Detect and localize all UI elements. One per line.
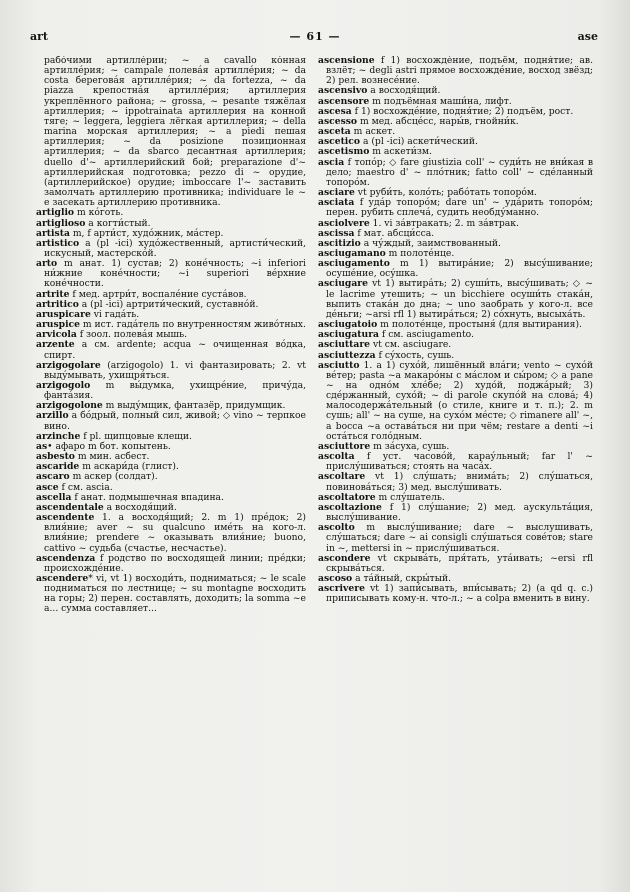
entry-definition: f мат. абсци́сса. [354, 227, 435, 239]
entry-headword: ascondere [318, 552, 371, 564]
entry-headword: arzente [36, 339, 75, 351]
entry-definition: a восходя́щий. [103, 501, 177, 513]
entry-headword: as [36, 440, 48, 452]
entry-headword: asciutto [318, 359, 360, 371]
entry-definition: a (pl -ici) аскети́ческий. [360, 136, 478, 148]
entry-definition: a восходя́щий. [367, 85, 441, 97]
entry-definition: vt руби́ть, коло́ть; рабо́тать топоро́м. [354, 187, 537, 199]
entry-headword: arzigogolone [36, 400, 103, 412]
entry-headword: ascendente [36, 512, 95, 524]
entry-headword: ascoltatore [318, 491, 376, 503]
entry-headword: ascaride [36, 461, 80, 473]
entry-definition: • афаро m бот. копытень. [47, 440, 171, 452]
entry-headword: asbesto [36, 451, 75, 463]
entry-definition: f 1) восхожде́ние, подъём, подня́тие; ав. взлёт; ~ degli astri прямое восхожде́ние, восход звёзд; 2) рел. вознесе́ние. [326, 56, 593, 87]
entry-headword: ascendenza [36, 552, 96, 564]
entry-definition: m аскети́зм. [369, 146, 432, 158]
entry-definition: m вы́думка, ухищре́ние, причу́да, фанта́зия. [44, 380, 306, 402]
entry-headword: arvicola [36, 329, 77, 341]
entry-definition: f уда́р топоро́м; dare un' ~ уда́рить топоро́м; перен. рубить сплеча́, судить необду́манно. [326, 197, 593, 219]
dictionary-entry [36, 259, 306, 289]
entry-headword: artritico [36, 298, 79, 310]
entry-headword: ascensione [318, 56, 375, 66]
entry-definition: vt 1) запи́сывать, впи́сывать; 2) (a qd q. c.) приписывать кому-н. что-л.; ~ a colpa вменить в вину. [326, 583, 593, 605]
entry-headword: aruspicare [36, 308, 91, 320]
dictionary-entry [318, 198, 593, 218]
entry-definition: f 1) слу́шание; 2) мед. аускульта́ция, выслу́шивание. [326, 501, 593, 524]
right-column [318, 56, 593, 856]
entry-headword: ascoltazione [318, 501, 382, 513]
entry-headword: ascesa [318, 105, 352, 117]
entry-definition: 1. a восходя́щий; 2. m 1) пре́док; 2) влия́ние; aver ~ su qualcuno име́ть на кого-л. влия́ние; prendere ~ оказывать влия́ние; buono, cattivo ~ судьба (счастье, несчастье). [44, 512, 306, 554]
entry-headword: asciuttare [318, 339, 371, 351]
entry-definition: 1. vi за́втракать; 2. m за́втрак. [369, 217, 519, 229]
entry-headword: ascia [318, 156, 345, 168]
entry-definition: m ко́готь. [74, 207, 124, 219]
entry-definition: (arzigogolo) 1. vi фантазировать; 2. vt выду́мывать, ухищря́ться. [44, 359, 306, 381]
entry-headword: artiglioso [36, 217, 86, 229]
entry-headword: arzigogolo [36, 380, 91, 391]
entry-headword: asciare [318, 187, 355, 199]
dictionary-entry [318, 452, 593, 472]
dictionary-entry [318, 503, 593, 523]
dictionary-entry [36, 513, 306, 554]
entry-definition: m 1) вытира́ние; 2) высу́шивание; осуше́ние, осу́шка. [326, 258, 593, 280]
entry-definition: 1. a 1) сухо́й, лишённый вла́ги; vento ~ сухо́й ве́тер; pasta ~a макаро́ны с ма́слом и сы́ром; ◇ a pane ~ на одно́м хле́бе; 2) худо́й, поджа́рый; 3) сде́ржанный, сухо́й; ~ di parole скупо́й на слова́; 4) малосодержа́тельный (о стиле, книге и т. п.); 2. m сушь; all' ~ на суше, на сухо́м ме́сте; ◇ rimanere all' ~, a bocca ~a остава́ться ни при чём; restare a denti ~i оста́ться голо́дным. [326, 359, 593, 442]
entry-headword: artistico [36, 237, 80, 249]
dictionary-entry [36, 239, 306, 259]
entry-headword: ascitizio [318, 237, 361, 249]
entry-definition: m ист. гада́тель по внутренностям живо́тных. [80, 319, 306, 331]
dictionary-entry [318, 472, 593, 492]
entry-headword: ascoltare [318, 471, 366, 483]
entry-definition: a чу́ждый, заимствованный. [360, 237, 501, 249]
header-left-guideword: art [30, 30, 49, 43]
entry-definition: m аскер (солдат). [69, 471, 158, 483]
entry-definition: m выду́мщик, фантазёр, придумщик. [102, 400, 286, 412]
entry-headword: asciata [318, 197, 355, 209]
entry-definition: a (pl -ici) артрити́ческий, суставно́й. [78, 298, 259, 310]
entry-headword: asciugatura [318, 329, 379, 341]
dictionary-entry [318, 523, 593, 553]
dictionary-entry [36, 56, 306, 208]
entry-headword: ascensivo [318, 85, 368, 97]
dictionary-entry [318, 259, 593, 279]
entry-definition: f pl. щипцовые клещи. [80, 430, 192, 442]
left-column [36, 56, 306, 856]
entry-definition: vt 1) слу́шать; внима́ть; 2) слу́шаться, повинова́ться; 3) мед. выслу́шивать. [326, 471, 593, 493]
header-right-guideword: ase [577, 30, 598, 43]
entry-headword: ascendere [36, 572, 89, 584]
entry-definition: f зоол. полева́я мышь. [76, 329, 188, 341]
entry-headword: asciugatoio [318, 319, 378, 331]
entry-definition: m полоте́нце. [385, 247, 455, 259]
dictionary-entry [36, 361, 306, 381]
entry-definition: m мин. асбест. [74, 451, 150, 463]
dictionary-entry [36, 574, 306, 615]
dictionary-entry [36, 381, 306, 401]
entry-definition: рабо́чими артилле́рии; ~ a cavallo ко́нная артилле́рия; ~ campale полева́я артилле́рия; ~ da costa берегова́я артилле́рия; ~ da fortezza, ~ da piazza крепостна́я артилле́рия; артиллерия укреплённого района; ~ grossa, ~ pesante тяжёлая артиллерия; ~ ippotrainata артиллерия на конной тяге; ~ leggera, leggiera лёгкая артиллерия; ~ della marina морская артиллерия; ~ a piedi пешая артиллерия; ~ da posizione позиционная артиллерия; ~ da sbarco десантная артиллерия; duello d'~ артиллерийский бой; preparazione d'~ артиллерийская подготовка; pezzo di ~ орудие, (артиллерийское) орудие; imboccare l'~ заставить замолчать артиллерию противника; individuare le ~ e засекать артиллерию противника. [44, 56, 306, 209]
page-number: — 61 — [289, 30, 341, 43]
entry-definition: f су́хость, сушь. [375, 349, 455, 361]
entry-definition: vi гада́ть. [90, 308, 140, 320]
dictionary-entry [318, 554, 593, 574]
entry-headword: ascaro [36, 471, 70, 483]
entry-headword: arzillo [36, 410, 69, 422]
entry-definition: m выслу́шивание; dare ~ выслушивать, слу́шаться; dare ~ ai consigli слу́шаться сове́тов; stare in ~, mettersi in ~ прислу́шиваться. [326, 522, 593, 554]
entry-headword: asciugamano [318, 247, 386, 259]
entry-headword: arzigogolare [36, 359, 101, 371]
dictionary-entry [318, 361, 593, 442]
entry-definition: m, f арти́ст, худо́жник, ма́стер. [69, 227, 224, 239]
entry-headword: arzinche [36, 430, 81, 442]
entry-definition: f анат. подмышечная впадина. [71, 491, 224, 503]
entry-definition: f мед. артри́т, воспале́ние суста́вов. [69, 288, 247, 300]
dictionary-entry [318, 158, 593, 188]
entry-headword: ascetismo [318, 146, 370, 158]
dictionary-entry [36, 411, 306, 431]
entry-headword: asce [36, 481, 59, 493]
entry-headword: arto [36, 258, 58, 270]
entry-headword: ascella [36, 491, 72, 503]
entry-headword: asciuttezza [318, 349, 376, 361]
entry-headword: artrite [36, 288, 70, 300]
entry-definition: a когти́стый. [85, 217, 151, 229]
entry-headword: asciugamento [318, 258, 390, 270]
entry-definition: vt см. asciugare. [370, 339, 452, 351]
entry-definition: m полоте́нце, простыня́ (для вытирания). [377, 319, 582, 331]
entry-definition: vt скрыва́ть, пря́тать, ута́ивать; ~ersi rfl скрыва́ться. [326, 552, 593, 574]
entry-headword: artiglio [36, 207, 75, 219]
entry-headword: ascolto [318, 522, 355, 534]
entry-definition: m аскет. [350, 126, 396, 138]
entry-definition: * vi, vt 1) восходи́ть, подниматься; ~ le scale подниматься по лестнице; ~ su montagne восходить на горы; 2) перен. составлять, доходить; la somma ~e a... сумма составляет... [44, 572, 306, 615]
entry-headword: ascensore [318, 95, 370, 107]
entry-headword: ascetico [318, 136, 361, 148]
entry-headword: asceta [318, 126, 351, 138]
entry-definition: m слу́шатель. [375, 491, 445, 503]
entry-definition: a см. ardente; acqua ~ очищенная во́дка, спирт. [44, 339, 306, 361]
entry-definition: f см. ascia. [58, 481, 113, 493]
dictionary-entry [36, 554, 306, 574]
entry-headword: ascissa [318, 227, 355, 239]
entry-definition: m аскари́да (глист). [79, 461, 179, 473]
entry-definition: m мед. абсце́сс, нары́в, гнойни́к. [357, 115, 519, 127]
page-header [0, 30, 630, 46]
entry-definition: f см. asciugamento. [378, 329, 474, 341]
entry-definition: a (pl -ici) худо́жественный, артисти́ческий, искусный, мастерско́й. [44, 237, 306, 259]
dictionary-entry [318, 584, 593, 604]
dictionary-entry [36, 340, 306, 360]
entry-definition: m подъёмная маши́на, лифт. [369, 95, 512, 107]
entry-headword: aruspice [36, 319, 80, 331]
entry-definition: f родство по восходящей линии; пре́дки; происхожде́ние. [44, 552, 306, 574]
entry-headword: artista [36, 227, 70, 239]
entry-headword: ascolta [318, 451, 355, 463]
entry-headword: ascoso [318, 572, 353, 584]
entry-headword: asciuttore [318, 440, 371, 452]
entry-headword: asciolvere [318, 217, 370, 229]
entry-definition: m анат. 1) сустав; 2) коне́чность; ~i inferiori ни́жние коне́чности; ~i superiori ве́рхние коне́чности. [44, 258, 306, 290]
entry-headword: ascrivere [318, 583, 365, 595]
entry-headword: ascesso [318, 115, 358, 127]
entry-definition: a бо́дрый, полный сил, живой; ◇ vino ~ терпкое вино. [44, 410, 306, 432]
entry-headword: asciugare [318, 278, 368, 290]
entry-headword: ascendentale [36, 501, 104, 513]
entry-definition: f 1) восхожде́ние, подня́тие; 2) подъём, рост. [351, 105, 574, 117]
entry-definition: f топо́р; ◇ fare giustizia coll' ~ суди́ть не вни́кая в дело; maestro d' ~ пло́тник; fatto coll' ~ сде́ланный топоро́м. [326, 156, 593, 188]
entry-definition: m за́суха, сушь. [370, 440, 450, 452]
entry-definition: vt 1) вытира́ть; 2) суши́ть, высу́шивать; ◇ ~ le lacrime утешить; ~ un bicchiere осуши́ть стака́н, выпить стака́н до дна; ~ uno заобрать у кого-л. все де́ньги; ~arsi rfl 1) вытира́ться; 2) со́хнуть, высыха́ть. [326, 278, 593, 320]
dictionary-entry [318, 56, 593, 86]
entry-definition: f уст. часово́й, карау́льный; far l' ~ прислу́шиваться; стоять на часа́х. [326, 451, 593, 473]
dictionary-entry [318, 279, 593, 320]
entry-definition: a та́йный, скры́тый. [352, 572, 452, 584]
